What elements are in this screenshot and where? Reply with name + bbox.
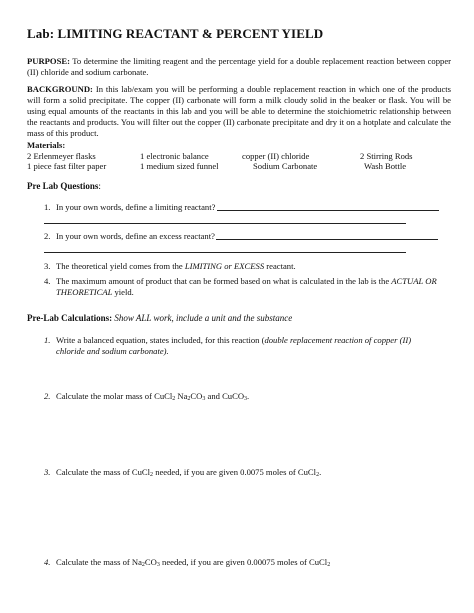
- question-3-text: The theoretical yield comes from the LIMITING or EXCESS reactant.: [56, 261, 296, 271]
- material-item: Sodium Carbonate: [253, 161, 318, 171]
- material-item: 1 piece fast filter paper: [27, 161, 107, 171]
- question-1-number: 1.: [44, 202, 51, 212]
- material-item: 2 Erlenmeyer flasks: [27, 151, 96, 161]
- answer-line[interactable]: [44, 252, 406, 253]
- material-item: 1 medium sized funnel: [140, 161, 219, 171]
- answer-line[interactable]: [217, 210, 439, 211]
- calc-4-number: 4.: [44, 557, 51, 567]
- materials-label: Materials:: [27, 140, 66, 150]
- calc-2-text: Calculate the molar mass of CuCl2 Na2CO3 and CuCO3.: [56, 391, 250, 402]
- calc-3-number: 3.: [44, 467, 51, 477]
- question-1-text: In your own words, define a limiting reactant?: [56, 202, 216, 212]
- calc-1-text: Write a balanced equation, states included, for this reaction (double replacement reaction of copper (II) chloride and sodium carbonate).: [56, 335, 412, 356]
- calc-3-text: Calculate the mass of CuCl2 needed, if you are given 0.0075 moles of CuCl2.: [56, 467, 322, 478]
- material-item: 1 electronic balance: [140, 151, 209, 161]
- material-item: Wash Bottle: [364, 161, 407, 171]
- background-text: In this lab/exam you will be performing a double replacement reaction in which one of the products will form a solid precipitate. The copper (II) carbonate will form a milk cloudy solid in the beaker or flask. You will be using equal amounts of the reactants in this lab and you will be able to determine the stoichiometric relationship between the reactants and products. You will filter out the copper (II) carbonate precipitate and dry it on a hotplate and calculate the mass of this product.: [27, 84, 451, 138]
- question-4-number: 4.: [44, 276, 51, 286]
- calc-1-number: 1.: [44, 335, 51, 345]
- purpose-text: To determine the limiting reagent and the percentage yield for a double replacement reaction between copper (II) chloride and sodium carbonate.: [27, 56, 451, 77]
- answer-line[interactable]: [216, 239, 438, 240]
- material-item: 2 Stirring Rods: [360, 151, 413, 161]
- question-2-number: 2.: [44, 231, 51, 241]
- background-paragraph: [27, 84, 451, 139]
- purpose-paragraph: [27, 56, 451, 78]
- purpose-label: PURPOSE:: [27, 56, 70, 66]
- question-4-text: The maximum amount of product that can be formed based on what is calculated in the lab is the ACTUAL OR THEORETICAL yield.: [56, 276, 437, 297]
- background-label: BACKGROUND:: [27, 84, 93, 94]
- calc-4-text: Calculate the mass of Na2CO3 needed, if you are given 0.00075 moles of CuCl2: [56, 557, 331, 568]
- question-2-text: In your own words, define an excess reactant?: [56, 231, 215, 241]
- prelab-calculations-heading: Pre-Lab Calculations: Show ALL work, include a unit and the substance: [27, 313, 293, 323]
- material-item: copper (II) chloride: [242, 151, 310, 161]
- question-3-number: 3.: [44, 261, 51, 271]
- prelab-questions-heading: Pre Lab Questions:: [27, 181, 101, 191]
- calc-2-number: 2.: [44, 391, 51, 401]
- answer-line[interactable]: [44, 223, 406, 224]
- page-title: Lab: LIMITING REACTANT & PERCENT YIELD: [27, 26, 324, 41]
